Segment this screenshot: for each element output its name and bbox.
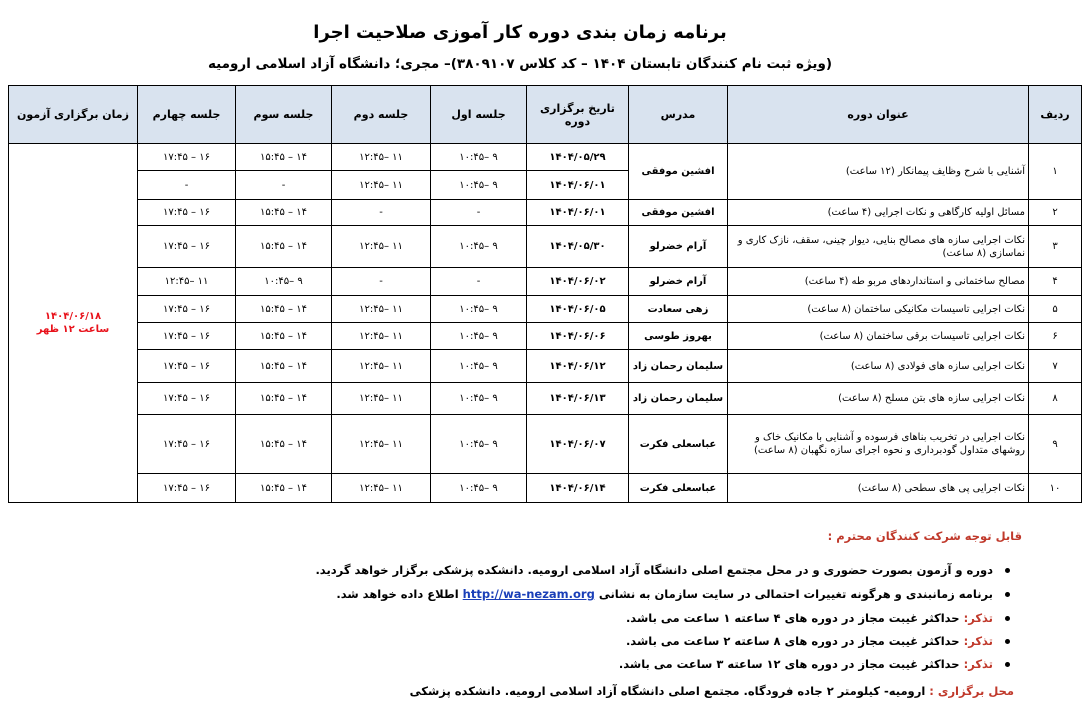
warning-label: تذکر: xyxy=(963,611,993,625)
table-row xyxy=(9,226,1082,268)
exam-hour: ساعت ۱۲ ظهر xyxy=(36,324,110,335)
session-3: ۱۴ – ۱۵:۴۵ xyxy=(236,383,332,415)
session-3: ۹ –۱۰:۴۵ xyxy=(236,268,332,296)
teacher-name: زهی سعادت xyxy=(629,296,728,323)
course-date: ۱۴۰۴/۰۶/۱۴ xyxy=(527,474,629,503)
session-1: ۹ –۱۰:۴۵ xyxy=(431,144,527,171)
session-3: ۱۴ – ۱۵:۴۵ xyxy=(236,296,332,323)
course-date: ۱۴۰۴/۰۶/۰۱ xyxy=(527,171,629,200)
course-date: ۱۴۰۴/۰۶/۰۲ xyxy=(527,268,629,296)
teacher-name: آرام خضرلو xyxy=(629,226,728,268)
note-text: برنامه زمانبندی و هرگونه تغییرات احتمالی در سایت سازمان به نشانی xyxy=(598,587,993,601)
header-row-num: ردیف xyxy=(1029,86,1082,144)
table-row xyxy=(9,474,1082,503)
header-session-1: جلسه اول xyxy=(431,86,527,144)
session-3: ۱۴ – ۱۵:۴۵ xyxy=(236,226,332,268)
course-date: ۱۴۰۴/۰۶/۰۶ xyxy=(527,323,629,350)
course-title: مسائل اولیه کارگاهی و نکات اجرایی (۴ ساعت) xyxy=(728,200,1029,226)
header-session-3: جلسه سوم xyxy=(236,86,332,144)
session-2: - xyxy=(332,200,431,226)
course-date: ۱۴۰۴/۰۵/۲۹ xyxy=(527,144,629,171)
table-row xyxy=(9,350,1082,383)
header-exam: زمان برگزاری آزمون xyxy=(9,86,138,144)
course-date: ۱۴۰۴/۰۶/۰۵ xyxy=(527,296,629,323)
row-num: ۱ xyxy=(1029,144,1082,200)
row-num: ۸ xyxy=(1029,383,1082,415)
bullet-icon xyxy=(1005,662,1010,667)
note-item xyxy=(190,657,1010,671)
session-2: ۱۱ –۱۲:۴۵ xyxy=(332,144,431,171)
table-row xyxy=(9,200,1082,226)
teacher-name: سلیمان رحمان زاد xyxy=(629,350,728,383)
course-title: نکات اجرایی سازه های فولادی (۸ ساعت) xyxy=(728,350,1029,383)
session-4: ۱۶ – ۱۷:۴۵ xyxy=(138,350,236,383)
session-2: - xyxy=(332,268,431,296)
session-1: - xyxy=(431,200,527,226)
course-date: ۱۴۰۴/۰۶/۱۳ xyxy=(527,383,629,415)
row-num: ۶ xyxy=(1029,323,1082,350)
warning-label: تذکر: xyxy=(963,657,993,671)
session-1: ۹ –۱۰:۴۵ xyxy=(431,350,527,383)
bullet-icon xyxy=(1005,568,1010,573)
course-date: ۱۴۰۴/۰۶/۱۲ xyxy=(527,350,629,383)
course-date: ۱۴۰۴/۰۶/۰۷ xyxy=(527,415,629,474)
row-num: ۲ xyxy=(1029,200,1082,226)
session-4: - xyxy=(138,171,236,200)
bullet-icon xyxy=(1005,639,1010,644)
session-2: ۱۱ –۱۲:۴۵ xyxy=(332,323,431,350)
note-item xyxy=(190,587,1010,601)
row-num: ۹ xyxy=(1029,415,1082,474)
course-title: نکات اجرایی پی های سطحی (۸ ساعت) xyxy=(728,474,1029,503)
location-text: ارومیه- کیلومتر ۲ جاده فرودگاه. مجتمع اصلی دانشگاه آزاد اسلامی ارومیه. دانشکده پزشکی xyxy=(409,684,926,698)
website-link[interactable]: http://wa-nezam.org xyxy=(462,587,595,601)
page-title: برنامه زمان بندی دوره کار آموزی صلاحیت اجرا xyxy=(313,22,727,43)
teacher-name: افشین موفقی xyxy=(629,144,728,200)
course-title: نکات اجرایی تاسیسات برقی ساختمان (۸ ساعت) xyxy=(728,323,1029,350)
session-4: ۱۱ –۱۲:۴۵ xyxy=(138,268,236,296)
location-line xyxy=(194,684,1014,698)
course-title: مصالح ساختمانی و استانداردهای مربو طه (۴ ساعت) xyxy=(728,268,1029,296)
bullet-icon xyxy=(1005,592,1010,597)
session-1: ۹ –۱۰:۴۵ xyxy=(431,296,527,323)
note-item xyxy=(190,611,1010,625)
note-text: دوره و آزمون بصورت حضوری و در محل مجتمع اصلی دانشگاه آزاد اسلامی ارومیه. دانشکده پزشکی برگزار خواهد گردید. xyxy=(315,563,993,577)
course-date: ۱۴۰۴/۰۵/۳۰ xyxy=(527,226,629,268)
header-date: تاریخ برگزاری دوره xyxy=(527,86,629,144)
row-num: ۴ xyxy=(1029,268,1082,296)
session-2: ۱۱ –۱۲:۴۵ xyxy=(332,415,431,474)
session-3: ۱۴ – ۱۵:۴۵ xyxy=(236,350,332,383)
session-3: ۱۴ – ۱۵:۴۵ xyxy=(236,415,332,474)
schedule-table xyxy=(8,85,1082,503)
table-row xyxy=(9,383,1082,415)
warning-label: تذکر: xyxy=(963,634,993,648)
note-text: حداکثر غیبت مجاز در دوره های ۱۲ ساعته ۳ ساعت می باشد. xyxy=(618,657,960,671)
session-4: ۱۶ – ۱۷:۴۵ xyxy=(138,200,236,226)
row-num: ۵ xyxy=(1029,296,1082,323)
session-4: ۱۶ – ۱۷:۴۵ xyxy=(138,383,236,415)
session-2: ۱۱ –۱۲:۴۵ xyxy=(332,296,431,323)
note-item xyxy=(190,563,1010,577)
session-1: ۹ –۱۰:۴۵ xyxy=(431,474,527,503)
table-row xyxy=(9,415,1082,474)
course-title: نکات اجرایی سازه های مصالح بنایی، دیوار چینی، سقف، نازک کاری و نماسازی (۸ ساعت) xyxy=(728,226,1029,268)
session-2: ۱۱ –۱۲:۴۵ xyxy=(332,350,431,383)
session-2: ۱۱ –۱۲:۴۵ xyxy=(332,474,431,503)
course-title: آشنایی با شرح وظایف پیمانکار (۱۲ ساعت) xyxy=(728,144,1029,200)
teacher-name: بهروز طوسی xyxy=(629,323,728,350)
table-row xyxy=(9,296,1082,323)
session-1: ۹ –۱۰:۴۵ xyxy=(431,226,527,268)
table-row xyxy=(9,144,1082,171)
session-3: - xyxy=(236,171,332,200)
course-title: نکات اجرایی تاسیسات مکانیکی ساختمان (۸ ساعت) xyxy=(728,296,1029,323)
header-teacher: مدرس xyxy=(629,86,728,144)
session-2: ۱۱ –۱۲:۴۵ xyxy=(332,171,431,200)
table-row xyxy=(9,268,1082,296)
teacher-name: آرام خضرلو xyxy=(629,268,728,296)
session-3: ۱۴ – ۱۵:۴۵ xyxy=(236,474,332,503)
session-4: ۱۶ – ۱۷:۴۵ xyxy=(138,296,236,323)
session-3: ۱۴ – ۱۵:۴۵ xyxy=(236,323,332,350)
header-session-2: جلسه دوم xyxy=(332,86,431,144)
note-text: حداکثر غیبت مجاز در دوره های ۸ ساعته ۲ ساعت می باشد. xyxy=(625,634,960,648)
row-num: ۳ xyxy=(1029,226,1082,268)
session-2: ۱۱ –۱۲:۴۵ xyxy=(332,383,431,415)
session-4: ۱۶ – ۱۷:۴۵ xyxy=(138,415,236,474)
notes-heading: قابل توجه شرکت کنندگان محترم : xyxy=(827,529,1022,543)
teacher-name: افشین موفقی xyxy=(629,200,728,226)
session-1: ۹ –۱۰:۴۵ xyxy=(431,323,527,350)
header-session-4: جلسه چهارم xyxy=(138,86,236,144)
header-course: عنوان دوره xyxy=(728,86,1029,144)
course-date: ۱۴۰۴/۰۶/۰۱ xyxy=(527,200,629,226)
session-2: ۱۱ –۱۲:۴۵ xyxy=(332,226,431,268)
exam-date: ۱۴۰۴/۰۶/۱۸ xyxy=(44,311,102,322)
session-4: ۱۶ – ۱۷:۴۵ xyxy=(138,474,236,503)
session-1: ۹ –۱۰:۴۵ xyxy=(431,171,527,200)
page-subtitle: (ویژه ثبت نام کنندگان تابستان ۱۴۰۴ – کد کلاس ۳۸۰۹۱۰۷)– مجری؛ دانشگاه آزاد اسلامی ارومیه xyxy=(207,56,833,72)
exam-time-cell xyxy=(9,144,138,503)
teacher-name: عباسعلی فکرت xyxy=(629,415,728,474)
table-row xyxy=(9,323,1082,350)
course-title: نکات اجرایی در تخریب بناهای فرسوده و آشنایی با مکانیک خاک و روشهای متداول گودبرداری و نحوه اجرای سازه نگهبان (۸ ساعت) xyxy=(728,415,1029,474)
bullet-icon xyxy=(1005,616,1010,621)
note-text: حداکثر غیبت مجاز در دوره های ۴ ساعته ۱ ساعت می باشد. xyxy=(625,611,960,625)
session-4: ۱۶ – ۱۷:۴۵ xyxy=(138,226,236,268)
session-4: ۱۶ – ۱۷:۴۵ xyxy=(138,323,236,350)
course-title: نکات اجرایی سازه های بتن مسلح (۸ ساعت) xyxy=(728,383,1029,415)
header-row xyxy=(9,86,1082,144)
session-3: ۱۴ – ۱۵:۴۵ xyxy=(236,200,332,226)
session-4: ۱۶ – ۱۷:۴۵ xyxy=(138,144,236,171)
session-1: ۹ –۱۰:۴۵ xyxy=(431,383,527,415)
teacher-name: عباسعلی فکرت xyxy=(629,474,728,503)
teacher-name: سلیمان رحمان زاد xyxy=(629,383,728,415)
session-1: - xyxy=(431,268,527,296)
note-item xyxy=(190,634,1010,648)
location-label: محل برگزاری : xyxy=(929,684,1014,698)
row-num: ۱۰ xyxy=(1029,474,1082,503)
row-num: ۷ xyxy=(1029,350,1082,383)
session-3: ۱۴ – ۱۵:۴۵ xyxy=(236,144,332,171)
note-text: اطلاع داده خواهد شد. xyxy=(336,587,459,601)
session-1: ۹ –۱۰:۴۵ xyxy=(431,415,527,474)
